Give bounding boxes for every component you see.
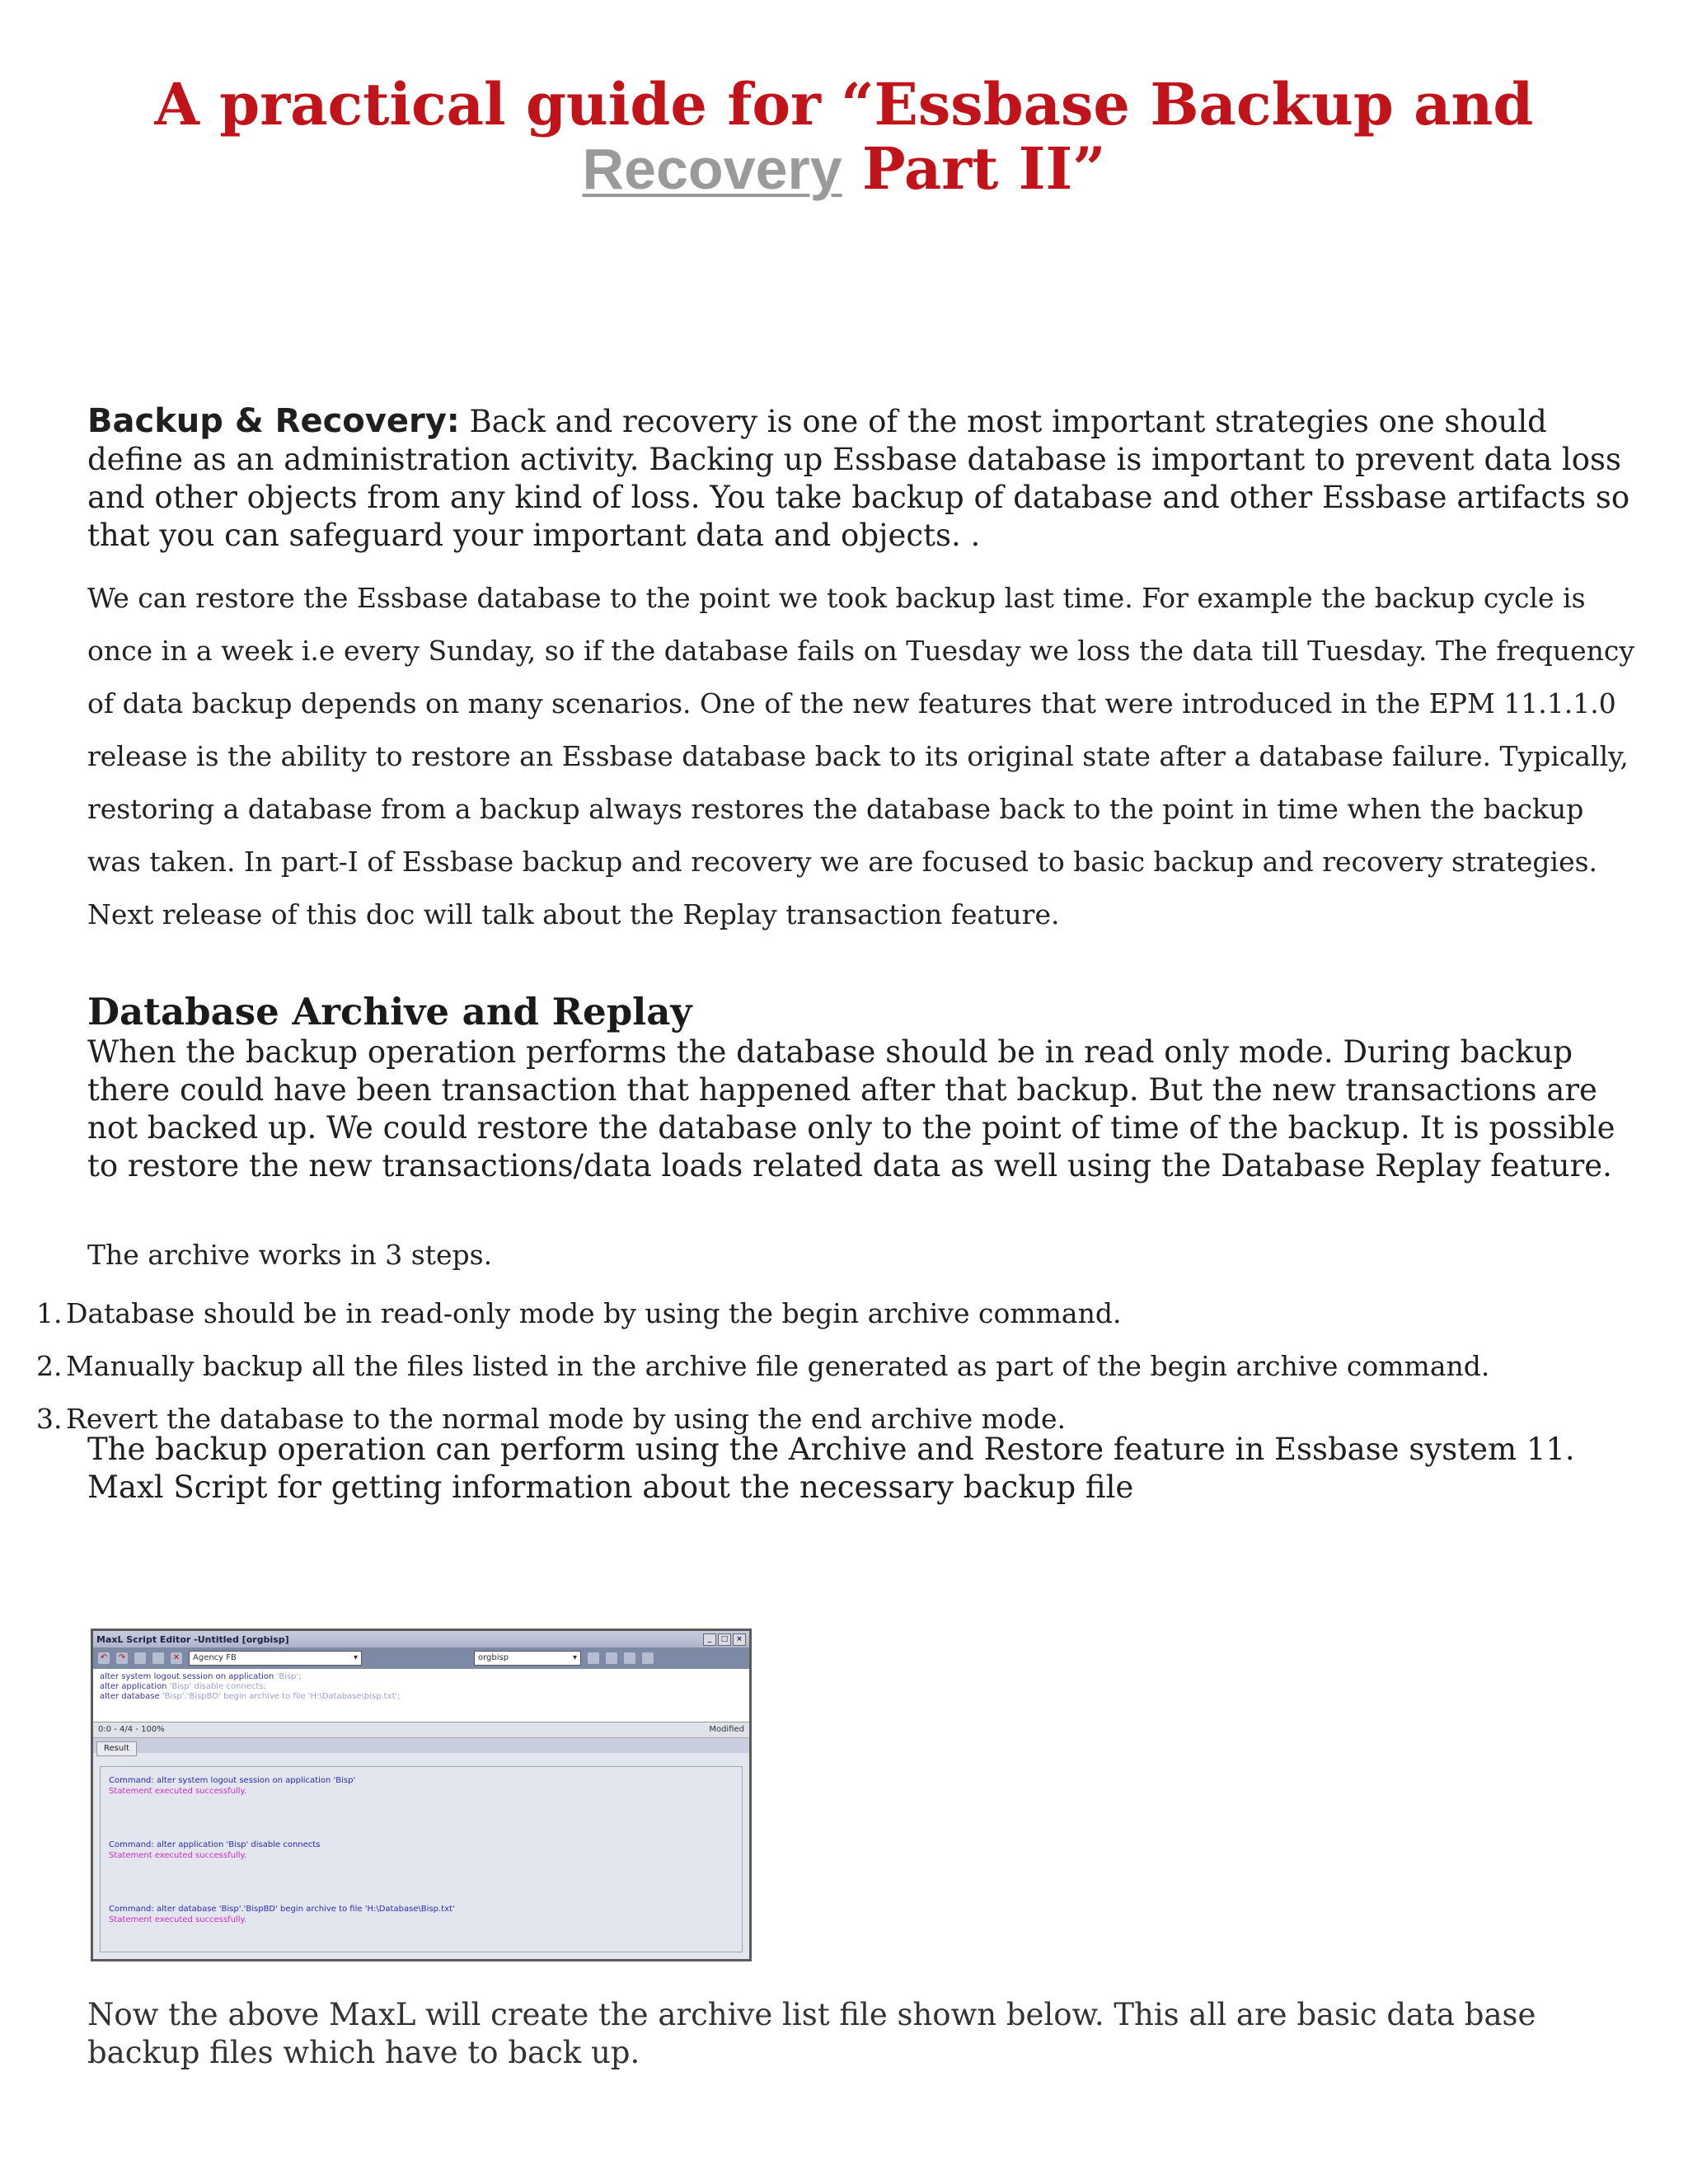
- editor-argument: 'Bisp' disable connects;: [169, 1682, 266, 1691]
- step-number: 1.: [36, 1297, 63, 1329]
- editor-line: [100, 1672, 743, 1682]
- undo-icon[interactable]: ↶: [98, 1652, 110, 1664]
- list-item: [36, 1340, 1652, 1393]
- maximize-icon[interactable]: □: [718, 1633, 731, 1646]
- font-select-value: Agency FB: [193, 1653, 237, 1662]
- settings-icon[interactable]: [624, 1652, 635, 1664]
- steps-intro: The archive works in 3 steps.: [87, 1239, 493, 1271]
- open-icon[interactable]: [134, 1652, 146, 1664]
- editor-command: alter application: [100, 1682, 170, 1691]
- result-command: Command: alter application 'Bisp' disable connects: [109, 1840, 321, 1849]
- editor-argument: 'Bisp';: [276, 1672, 302, 1681]
- window-controls: [703, 1633, 746, 1646]
- editor-command: alter system logout session on application: [100, 1672, 277, 1681]
- step-number: 3.: [36, 1403, 63, 1435]
- close-icon[interactable]: ×: [733, 1633, 746, 1646]
- result-entry: [109, 1904, 734, 1925]
- editor-statusbar: [93, 1722, 749, 1738]
- result-command: Command: alter system logout session on application 'Bisp': [109, 1776, 356, 1785]
- recovery-link[interactable]: Recovery: [582, 137, 842, 201]
- result-status: Statement executed successfully.: [109, 1915, 247, 1924]
- help-icon[interactable]: [642, 1652, 654, 1664]
- step-number: 2.: [36, 1350, 63, 1382]
- script-editor[interactable]: [93, 1669, 749, 1722]
- step-text: Database should be in read-only mode by using the begin archive command.: [66, 1297, 1122, 1329]
- step-text: Revert the database to the normal mode by using the end archive mode.: [66, 1403, 1066, 1435]
- editor-line: [100, 1692, 743, 1702]
- after-steps-line-2: Maxl Script for getting information about the necessary backup file: [87, 1469, 1134, 1505]
- result-entry: [109, 1775, 734, 1797]
- editor-toolbar: [93, 1647, 749, 1669]
- window-icon[interactable]: [606, 1652, 617, 1664]
- intro-text: Back and recovery is one of the most important strategies one should define as an administration activity. Backing up Essbase database is important to prevent data loss and other objects from any kind of loss. You take backup of database and other Essbase artifacts so that you can safeguard your important data and objects. .: [87, 404, 1630, 553]
- section-heading: Database Archive and Replay: [87, 990, 692, 1033]
- document-title: [0, 70, 1688, 203]
- editor-command: alter database: [100, 1692, 162, 1701]
- tab-result[interactable]: Result: [96, 1741, 137, 1756]
- save-icon[interactable]: [152, 1652, 164, 1664]
- result-entry: [109, 1840, 734, 1861]
- result-status: Statement executed successfully.: [109, 1787, 247, 1796]
- results-panel: [100, 1766, 743, 1952]
- server-select[interactable]: [474, 1651, 581, 1666]
- modified-status: Modified: [709, 1725, 744, 1734]
- result-tab-bar: [93, 1738, 749, 1753]
- after-steps-paragraph: [87, 1431, 1637, 1507]
- list-item: [36, 1287, 1652, 1340]
- window-title: MaxL Script Editor -Untitled [orgbisp]: [96, 1633, 289, 1645]
- cursor-status: 0:0 - 4/4 - 100%: [98, 1725, 165, 1734]
- maxl-editor-screenshot: [91, 1629, 752, 1961]
- title-line-2-rest: Part II”: [842, 134, 1106, 203]
- result-status: Statement executed successfully.: [109, 1851, 247, 1860]
- chevron-down-icon: ▾: [572, 1653, 577, 1662]
- result-command: Command: alter database 'Bisp'.'BispBD' begin archive to file 'H:\Database\Bisp.txt': [109, 1905, 455, 1914]
- redo-icon[interactable]: ↷: [116, 1652, 128, 1664]
- font-select[interactable]: [189, 1651, 362, 1666]
- delete-icon[interactable]: ✕: [171, 1652, 182, 1664]
- editor-argument: 'Bisp'.'BispBD' begin archive to file 'H:\Database\bisp.txt';: [162, 1692, 401, 1701]
- closing-paragraph: Now the above MaxL will create the archive list file shown below. This all are basic data base backup files which have to back up.: [87, 1997, 1536, 2070]
- after-steps-line-1: The backup operation can perform using the Archive and Restore feature in Essbase system 11.: [87, 1432, 1575, 1467]
- section-paragraph: When the backup operation performs the database should be in read only mode. During backup there could have been transaction that happened after that backup. But the new transactions are not backed up. We could restore the database only to the point of time of the backup. It is possible to restore the new transactions/data loads related data as well using the Database Replay feature.: [87, 1034, 1615, 1183]
- title-line-2: [0, 134, 1688, 203]
- intro-lead: Backup & Recovery:: [87, 402, 460, 440]
- chevron-down-icon: ▾: [353, 1653, 358, 1662]
- server-select-value: orgbisp: [478, 1653, 509, 1662]
- title-line-1: A practical guide for “Essbase Backup and: [154, 70, 1534, 138]
- execute-icon[interactable]: [588, 1652, 599, 1664]
- restore-paragraph: We can restore the Essbase database to the point we took backup last time. For example the backup cycle is once in a week i.e every Sunday, so if the database fails on Tuesday we loss the data till Tuesday. The frequency of data backup depends on many scenarios. One of the new features that were introduced in the EPM 11.1.1.0 release is the ability to restore an Essbase database back to its original state after a database failure. Typically, restoring a database from a backup always restores the database back to the point in time when the backup was taken. In part-I of Essbase backup and recovery we are focused to basic backup and recovery strategies. Next release of this doc will talk about the Replay transaction feature.: [87, 582, 1635, 930]
- intro-paragraph: [87, 402, 1637, 555]
- steps-list: [36, 1287, 1652, 1446]
- step-text: Manually backup all the files listed in the archive file generated as part of the begin archive command.: [66, 1350, 1490, 1382]
- editor-line: [100, 1682, 743, 1692]
- minimize-icon[interactable]: _: [703, 1633, 716, 1646]
- window-titlebar: [93, 1631, 749, 1647]
